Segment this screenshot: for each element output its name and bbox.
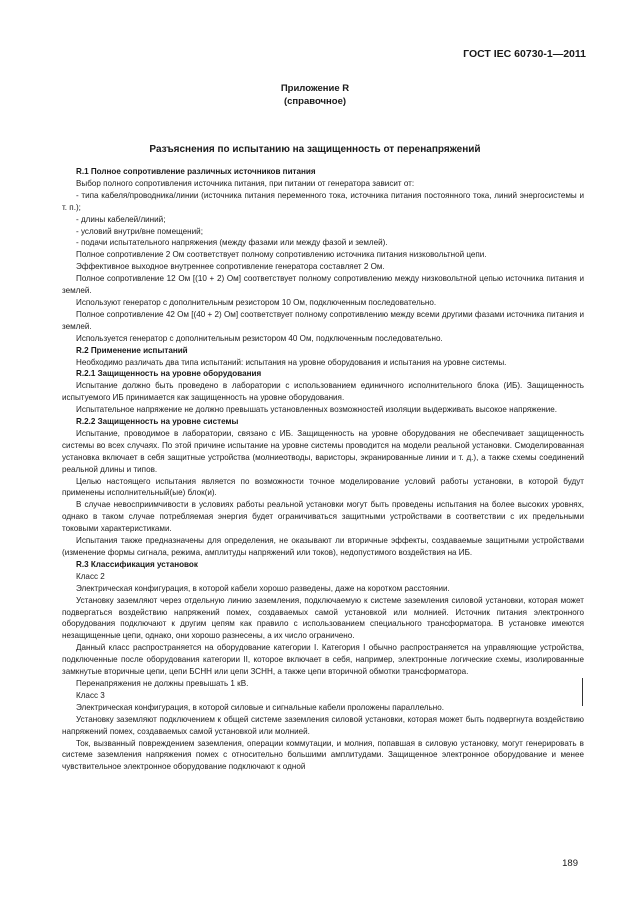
paragraph: Данный класс распространяется на оборудование категории I. Категория I обычно распространяется на управляющие устройства, подключенные после оборудования категории II, которое включает в себя, например, электронные логические схемы, изолированные замкнутые вторичные цепи, цепи БСНН или цепи ЗСНН, а также цепи вторичной обмотки трансформатора. xyxy=(62,643,584,677)
section-heading: R.2 Применение испытаний xyxy=(76,345,188,355)
section-heading: R.2.2 Защищенность на уровне системы xyxy=(76,417,239,427)
paragraph: Необходимо различать два типа испытаний: испытания на уровне оборудования и испытания на уровне системы. xyxy=(76,357,507,367)
paragraph: Электрическая конфигурация, в которой кабели хорошо разведены, даже на коротком расстоянии. xyxy=(76,583,450,593)
paragraph: Испытание должно быть проведено в лаборатории с использованием единичного исполнительного блока (ИБ). Защищенность испытуемого ИБ принимается как защищенность на уровне оборудования. xyxy=(62,381,584,403)
annex-type: (справочное) xyxy=(283,96,347,107)
paragraph: Испытательное напряжение не должно превышать установленных возможностей изоляции выдерживать высокое напряжение. xyxy=(76,405,557,415)
annex-title: Приложение R xyxy=(280,83,350,94)
paragraph: Используется генератор с дополнительным резистором 40 Ом, подключенным последовательно. xyxy=(76,333,443,343)
annex-heading xyxy=(0,82,630,108)
paragraph: В случае невосприимчивости в условиях работы реальной установки могут быть проведены испытания на более высоких уровнях, однако в таком случае потребляемая энергия будет ограничиваться защитными устройствами в соответствии с их предельными токовыми характеристиками. xyxy=(62,500,584,534)
page-number: 189 xyxy=(562,858,578,869)
change-bar xyxy=(582,678,583,706)
paragraph: Выбор полного сопротивления источника питания, при питании от генератора зависит от: xyxy=(76,178,415,188)
paragraph: Используют генератор с дополнительным резистором 10 Ом, подключенным последовательно. xyxy=(76,297,437,307)
document-title: Разъяснения по испытанию на защищенность от перенапряжений xyxy=(149,144,481,155)
paragraph: Установку заземляют подключением к общей системе заземления силовой установки, которая может быть подвергнута воздействию напряжений помех, создаваемых самой установкой или молнией. xyxy=(62,714,584,736)
paragraph: Класс 2 xyxy=(76,571,105,581)
section-heading: R.2.1 Защищенность на уровне оборудования xyxy=(76,369,262,379)
paragraph: Ток, вызванный повреждением заземления, операции коммутации, и молния, попавшая в силовую установку, могут генерировать в системе заземления напряжения помех с относительно большими амплитудами. Защищенное электронное оборудование и менее чувствительное электронное оборудование подключают к одной xyxy=(62,738,584,772)
paragraph: Полное сопротивление 12 Ом [(10 + 2) Ом] соответствует полному сопротивлению между низковольтной цепью источника питания и землей. xyxy=(62,274,584,296)
document-body xyxy=(62,166,584,773)
section-heading: R.1 Полное сопротивление различных источников питания xyxy=(76,167,316,176)
paragraph: Испытание, проводимое в лаборатории, связано с ИБ. Защищенность на уровне оборудования не обеспечивает защищенность системы во всех случаях. По этой причине испытание на уровне системы проводится на модели реальной установки. Смоделированная установка включает в себя защитные устройства (молниеотводы, варисторы, экранированные линии и т. д.), а также схемы соединений реальной длины и типов. xyxy=(62,428,584,474)
paragraph: - типа кабеля/проводника/линии (источника питания переменного тока, источника питания постоянного тока, линий энергосистемы и т. п.); xyxy=(62,190,584,212)
section-heading: R.3 Классификация установок xyxy=(76,559,198,569)
paragraph: Эффективное выходное внутреннее сопротивление генератора составляет 2 Ом. xyxy=(76,262,385,272)
paragraph: Электрическая конфигурация, в которой силовые и сигнальные кабели проложены параллельно. xyxy=(76,702,444,712)
paragraph: Полное сопротивление 2 Ом соответствует полному сопротивлению источника питания низковольтной цепи. xyxy=(76,250,487,260)
standard-designation: ГОСТ IEC 60730-1—2011 xyxy=(463,48,586,60)
paragraph: Испытания также предназначены для определения, не оказывают ли вторичные эффекты, создаваемые защитными устройствами (изменение формы сигнала, режима, амплитуды напряжений или токов), недопустимого воздействия на ИБ. xyxy=(62,536,584,557)
paragraph: - длины кабелей/линий; xyxy=(76,214,166,224)
paragraph: Перенапряжения не должны превышать 1 кВ. xyxy=(76,678,249,688)
paragraph: Целью настоящего испытания является по возможности точное моделирование условий работы установки, в которой будут применены исполнительный(ые) блок(и). xyxy=(62,476,584,498)
paragraph: Полное сопротивление 42 Ом [(40 + 2) Ом] соответствует полному сопротивлению между всеми другими фазами источника питания и землей. xyxy=(62,309,584,331)
paragraph: Установку заземляют через отдельную линию заземления, подключаемую к системе заземления силовой установки, которая может подвергаться воздействию напряжений помех, создаваемых самой установкой или молнией. Источник питания электронного оборудования подключают к другим цепям как правило с использованием специального трансформатора. В установке имеются незащищенные цепи, однако, они хорошо разнесены, а их число ограничено. xyxy=(62,595,584,641)
paragraph: - подачи испытательного напряжения (между фазами или между фазой и землей). xyxy=(76,238,388,248)
paragraph: Класс 3 xyxy=(76,690,105,700)
paragraph: - условий внутри/вне помещений; xyxy=(76,226,203,236)
